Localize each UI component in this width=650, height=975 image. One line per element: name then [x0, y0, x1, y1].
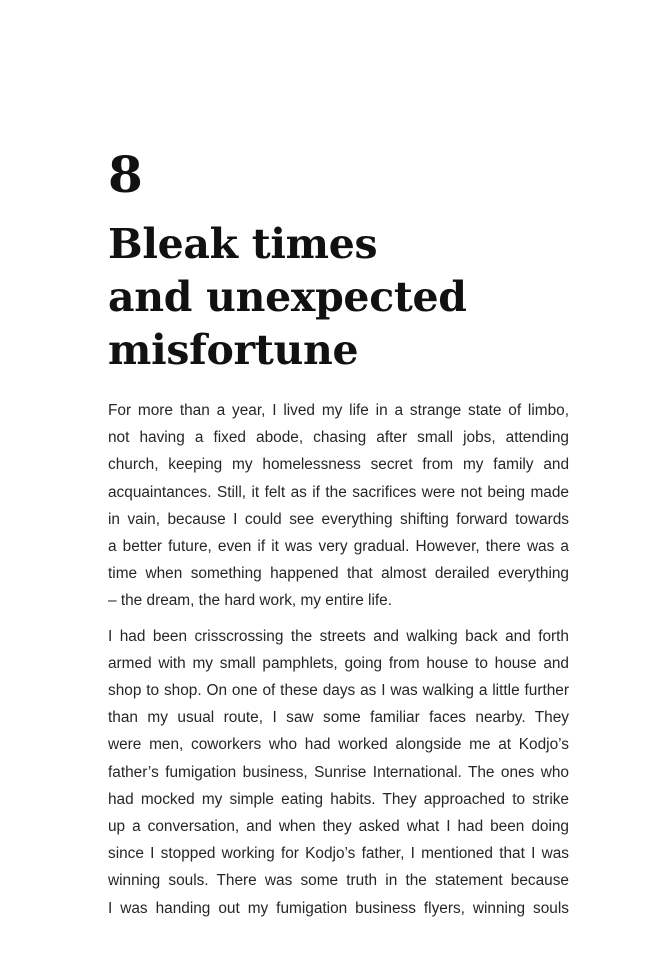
text-line: had mocked my simple eating habits. They approached to strike: [108, 790, 569, 808]
chapter-title-line: and unexpected: [108, 273, 467, 321]
text-line: a better future, even if it was very gradual. However, there was a: [108, 538, 569, 556]
text-line: winning souls. There was some truth in the statement because: [108, 872, 569, 890]
text-line: acquaintances. Still, it felt as if the sacrifices were not being made: [108, 483, 569, 501]
chapter-title-line: Bleak times: [108, 220, 378, 268]
chapter-body: [108, 397, 569, 922]
text-line: – the dream, the hard work, my entire life.: [108, 592, 392, 610]
text-line: were men, coworkers who had worked alongside me at Kodjo’s: [108, 736, 569, 754]
text-line: For more than a year, I lived my life in a strange state of limbo,: [108, 402, 569, 419]
text-line: than my usual route, I saw some familiar faces nearby. They: [108, 709, 569, 727]
text-line: not having a fixed abode, chasing after small jobs, attending: [108, 429, 569, 447]
chapter-title-line: misfortune: [108, 326, 359, 374]
text-line: since I stopped working for Kodjo’s father, I mentioned that I was: [108, 845, 569, 863]
text-line: in vain, because I could see everything shifting forward towards: [108, 510, 569, 528]
text-line: I was handing out my fumigation business flyers, winning souls: [108, 899, 569, 917]
text-line: shop to shop. On one of these days as I was walking a little further: [108, 682, 569, 700]
chapter-title: [108, 218, 588, 377]
text-line: up a conversation, and when they asked what I had been doing: [108, 818, 569, 836]
chapter-number: 8: [108, 145, 143, 204]
text-line: armed with my small pamphlets, going from house to house and: [108, 654, 569, 672]
text-line: father’s fumigation business, Sunrise International. The ones who: [108, 763, 569, 781]
text-line: I had been crisscrossing the streets and walking back and forth: [108, 627, 569, 645]
text-line: time when something happened that almost derailed everything: [108, 565, 569, 583]
text-line: church, keeping my homelessness secret from my family and: [108, 456, 569, 474]
